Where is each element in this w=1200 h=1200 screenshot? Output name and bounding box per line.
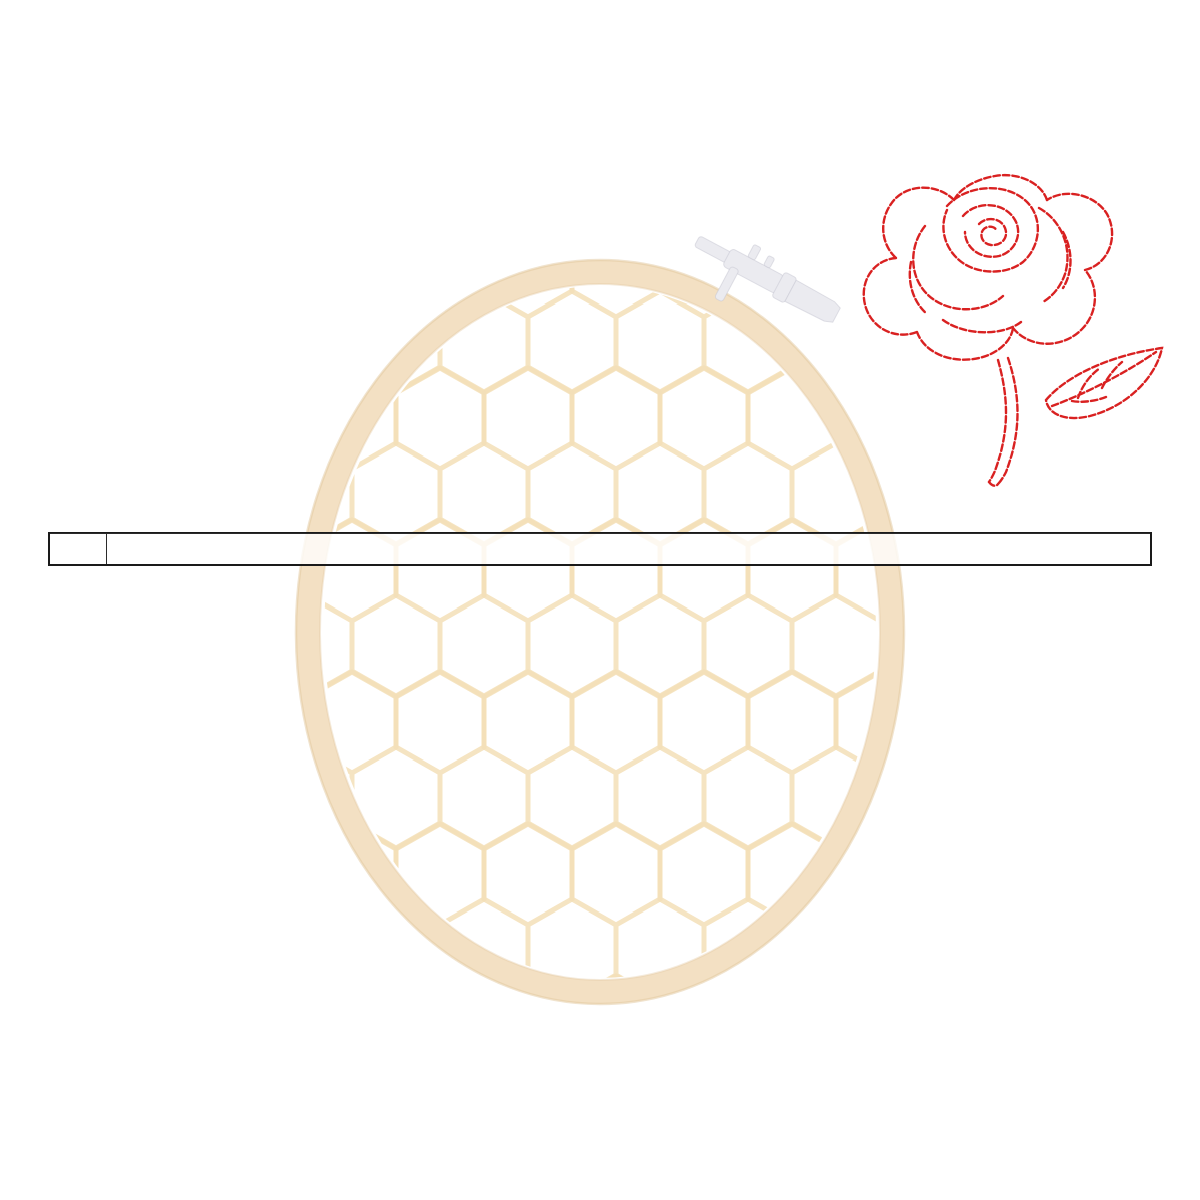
footnote-row: [49, 533, 1151, 565]
rose-embroidery-illustration: [850, 170, 1170, 500]
design-sizes-table: [48, 532, 1152, 566]
embroidery-hoop-graphic: [296, 260, 904, 1004]
footnote-cell: [106, 533, 1151, 565]
honeycomb-pattern: [300, 260, 900, 1010]
needle-icon: [677, 220, 847, 352]
rose-icon: [864, 175, 1162, 486]
footnote-marker: [49, 533, 106, 565]
